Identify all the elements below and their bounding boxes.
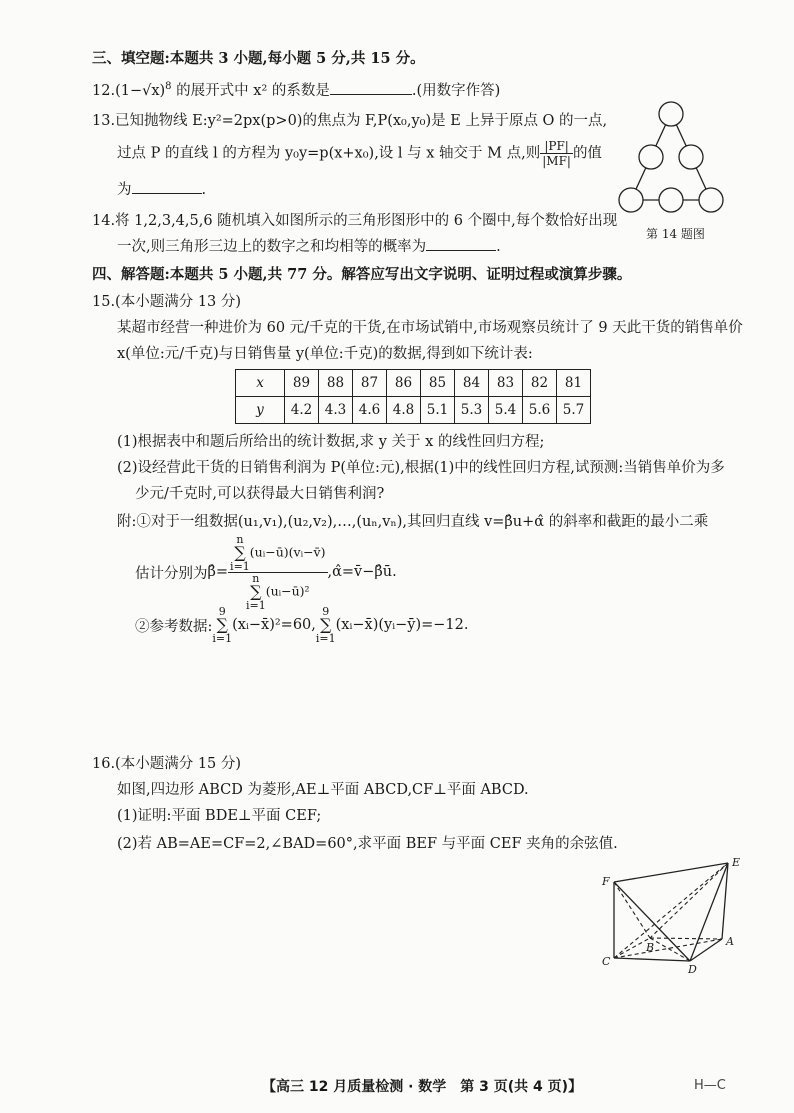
q15-note1: 附:①对于一组数据(u₁,v₁),(u₂,v₂),…,(uₙ,vₙ),其回归直线 v=β̂u+α̂ 的斜率和截距的最小二乘 xyxy=(117,514,709,530)
q14-circle-left-mid xyxy=(639,145,663,169)
q15-beta-formula xyxy=(135,532,397,612)
q14-line2-text: 一次,则三角形三边上的数字之和均相等的概率为 xyxy=(117,239,427,255)
q15-para2: x(单位:元/千克)与日销售量 y(单位:千克)的数据,得到如下统计表: xyxy=(117,346,533,362)
q15-note2-start: ②参考数据: xyxy=(135,618,213,635)
q15-para1: 某超市经营一种进价为 60 元/千克的干货,在市场试销中,市场观察员统计了 9 天此干货的销售单价 xyxy=(117,320,743,336)
q15-note1-est: 估计分别为 xyxy=(135,565,208,582)
table-cell: 5.1 xyxy=(421,397,455,424)
table-header-x: x xyxy=(236,370,285,397)
table-row-x xyxy=(236,370,591,397)
table-header-y: y xyxy=(236,397,285,424)
section-heading-solutions: 四、解答题:本题共 5 小题,共 77 分。解答应写出文字说明、证明过程或演算步骤。 xyxy=(92,266,632,283)
q15-note2-b: (xᵢ−x̄)(yᵢ−ȳ)=−12. xyxy=(335,617,469,633)
q13-frac-num: |PF| xyxy=(540,139,573,154)
q12-text: 的展开式中 x² 的系数是 xyxy=(176,83,330,99)
table-cell: 4.8 xyxy=(387,397,421,424)
q14-line2 xyxy=(117,235,501,256)
page-footer: 【高三 12 月质量检测 · 数学 第 3 页(共 4 页)】 xyxy=(262,1079,583,1095)
q12-expr: (1−√x) xyxy=(115,83,166,99)
q15-note2-a: (xᵢ−x̄)²=60, xyxy=(232,617,316,633)
q14-circle-right-mid xyxy=(679,145,703,169)
table-cell: 5.6 xyxy=(523,397,557,424)
q14-triangle-figure xyxy=(612,100,730,218)
label-C: C xyxy=(602,955,611,968)
table-cell: 83 xyxy=(489,370,523,397)
q12-number: 12. xyxy=(92,83,116,99)
table-cell: 5.3 xyxy=(455,397,489,424)
table-cell: 88 xyxy=(319,370,353,397)
q12-exponent: 8 xyxy=(165,81,172,93)
table-cell: 89 xyxy=(285,370,319,397)
table-cell: 85 xyxy=(421,370,455,397)
q15-beta-hat: β̂= xyxy=(207,564,229,580)
sum-sigma-icon: n ∑ i=1 xyxy=(245,571,266,612)
label-F: F xyxy=(602,875,610,888)
table-cell: 4.3 xyxy=(319,397,353,424)
q14-circle-top xyxy=(659,102,683,126)
q16-part1: (1)证明:平面 BDE⊥平面 CEF; xyxy=(117,808,322,824)
q13-answer-blank xyxy=(132,179,202,194)
q13-line2-start: 过点 P 的直线 l 的方程为 y₀y=p(x+x₀),设 l 与 x 轴交于 M 点,则 xyxy=(117,145,541,162)
q15-title: 15.(本小题满分 13 分) xyxy=(92,294,242,310)
q12-text-end: .(用数字作答) xyxy=(411,83,501,99)
q14-line1: 14.将 1,2,3,4,5,6 随机填入如图所示的三角形图形中的 6 个圈中,每个数恰好出现 xyxy=(92,213,618,229)
question-12 xyxy=(92,79,500,100)
q14-figure-caption: 第 14 题图 xyxy=(646,227,705,241)
q15-part2-line1: (2)设经营此干货的日销售利润为 P(单位:元),根据(1)中的线性回归方程,试预测:当销售单价为多 xyxy=(117,460,725,476)
sum-sigma-icon: 9 ∑ i=1 xyxy=(212,605,233,645)
table-cell: 81 xyxy=(557,370,591,397)
q13-line3-start: 为 xyxy=(117,182,132,198)
q14-line2-end: . xyxy=(496,239,501,255)
q16-para1: 如图,四边形 ABCD 为菱形,AE⊥平面 ABCD,CF⊥平面 ABCD. xyxy=(117,782,529,798)
q15-beta-fraction xyxy=(228,534,327,611)
table-cell: 4.2 xyxy=(285,397,319,424)
q13-line3 xyxy=(117,178,206,199)
q13-line2 xyxy=(117,139,602,168)
section-heading-fill-in: 三、填空题:本题共 3 小题,每小题 5 分,共 15 分。 xyxy=(92,50,425,67)
q13-line1: 13.已知抛物线 E:y²=2px(p>0)的焦点为 F,P(x₀,y₀)是 E 上异于原点 O 的一点, xyxy=(92,113,608,129)
table-cell: 82 xyxy=(523,370,557,397)
table-cell: 4.6 xyxy=(353,397,387,424)
q15-beta-denominator: n ∑ i=1(uᵢ−ū)² xyxy=(245,571,310,612)
q14-answer-blank xyxy=(426,236,496,251)
table-cell: 84 xyxy=(455,370,489,397)
sum-sigma-icon: 9 ∑ i=1 xyxy=(315,605,336,645)
label-A: A xyxy=(726,935,734,948)
label-D: D xyxy=(688,963,697,975)
table-row-y xyxy=(236,397,591,424)
q15-part2-line2: 少元/千克时,可以获得最大日销售利润? xyxy=(135,486,385,502)
q15-alpha-formula: ,α̂=v̄−β̂ū. xyxy=(327,564,397,580)
q16-part2: (2)若 AB=AE=CF=2,∠BAD=60°,求平面 BEF 与平面 CEF 夹角的余弦值. xyxy=(117,836,618,852)
sum-sigma-icon: n ∑ i=1 xyxy=(230,532,250,573)
label-B: B xyxy=(646,941,655,954)
table-cell: 5.4 xyxy=(489,397,523,424)
q15-stats-table xyxy=(235,369,591,424)
label-E: E xyxy=(732,856,741,869)
q13-fraction xyxy=(540,139,573,168)
table-cell: 87 xyxy=(353,370,387,397)
paper-code: H—C xyxy=(694,1078,726,1093)
q13-line3-end: . xyxy=(201,182,207,198)
q15-note2 xyxy=(135,606,468,644)
q14-circle-bottom-mid xyxy=(659,188,683,212)
q14-circle-bottom-left xyxy=(619,188,643,212)
table-cell: 86 xyxy=(387,370,421,397)
q12-answer-blank xyxy=(330,80,412,95)
q14-circle-bottom-right xyxy=(699,188,723,212)
q15-beta-numerator: n ∑ i=1(uᵢ−ū)(vᵢ−v̄) xyxy=(230,532,326,573)
table-cell: 5.7 xyxy=(557,397,591,424)
q13-line2-end: 的值 xyxy=(572,145,602,162)
q16-solid-figure xyxy=(598,855,748,975)
q15-part1: (1)根据表中和题后所给出的统计数据,求 y 关于 x 的线性回归方程; xyxy=(117,434,545,450)
q16-title: 16.(本小题满分 15 分) xyxy=(92,756,242,772)
q13-frac-den: |MF| xyxy=(542,154,571,168)
